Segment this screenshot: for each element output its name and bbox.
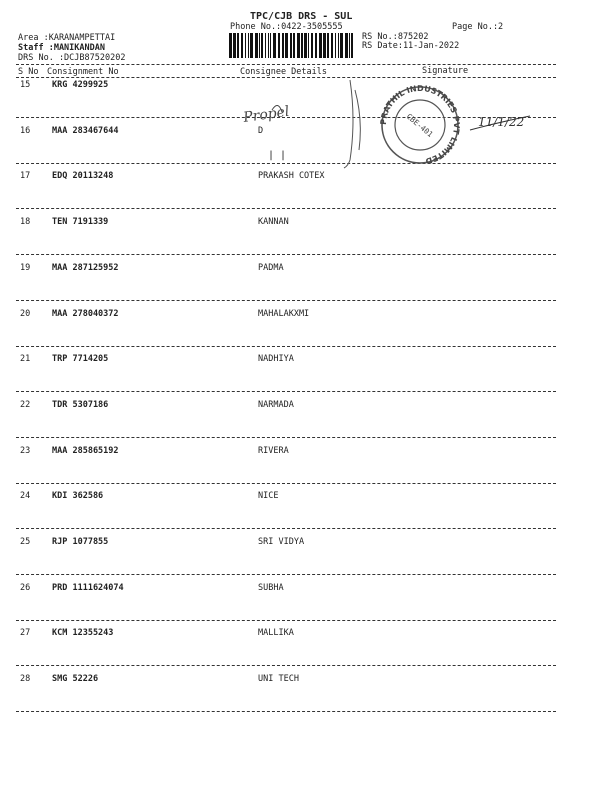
barcode-bar <box>297 33 300 58</box>
row-consignment-number: TDR 5307186 <box>52 400 109 410</box>
barcode-bar <box>290 33 292 58</box>
col-header-consignment: Consignment No <box>47 67 119 77</box>
handwritten-ticks: | | <box>268 150 287 161</box>
row-consignment-number: MAA 283467644 <box>52 126 119 136</box>
row-serial-number: 24 <box>20 491 31 501</box>
barcode-bar <box>323 33 326 58</box>
company-stamp <box>379 84 461 166</box>
signature-stroke <box>344 80 360 168</box>
table-row <box>0 263 600 279</box>
barcode-bar <box>248 33 249 58</box>
barcode-bar <box>338 33 339 58</box>
barcode-bar <box>308 33 309 58</box>
barcode-bar <box>229 33 232 58</box>
row-serial-number: 28 <box>20 674 31 684</box>
barcode-bar <box>345 33 348 58</box>
row-serial-number: 18 <box>20 217 31 227</box>
barcode-bar <box>351 33 353 58</box>
row-consignment-number: KCM 12355243 <box>52 628 114 638</box>
staff-label: Staff :MANIKANDAN <box>18 43 105 53</box>
barcode-bar <box>311 33 313 58</box>
row-consignment-number: RJP 1077855 <box>52 537 109 547</box>
row-consignment-number: TEN 7191339 <box>52 217 109 227</box>
barcode-bar <box>261 33 263 58</box>
row-serial-number: 16 <box>20 126 31 136</box>
row-divider <box>16 300 556 301</box>
barcode-bar <box>250 33 253 58</box>
barcode-bar <box>241 33 243 58</box>
table-row <box>0 628 600 644</box>
row-divider <box>16 437 556 438</box>
row-consignment-number: KDI 362586 <box>52 491 104 501</box>
table-row <box>0 446 600 462</box>
barcode-bar <box>268 33 269 58</box>
table-row <box>0 491 600 507</box>
row-consignee-name: PRAKASH COTEX <box>258 171 325 181</box>
barcode-bar <box>273 33 276 58</box>
row-consignee-name: NADHIYA <box>258 354 294 364</box>
row-divider <box>16 254 556 255</box>
barcode-bar <box>278 33 280 58</box>
col-header-signature: Signature <box>422 66 469 76</box>
rs-number: RS No.:875202 <box>362 32 429 42</box>
row-consignee-name: PADMA <box>258 263 284 273</box>
header-divider <box>16 64 556 65</box>
row-consignment-number: KRG 4299925 <box>52 80 109 90</box>
phone-number: Phone No.:0422-3505555 <box>230 22 343 32</box>
row-consignment-number: TRP 7714205 <box>52 354 109 364</box>
barcode-bar <box>265 33 266 58</box>
row-consignee-name: RIVERA <box>258 446 289 456</box>
barcode-bar <box>245 33 246 58</box>
barcode-bar <box>319 33 322 58</box>
barcode-bar <box>237 33 239 58</box>
barcode-bar <box>331 33 333 58</box>
barcode-bar <box>293 33 295 58</box>
row-consignment-number: MAA 285865192 <box>52 446 119 456</box>
row-serial-number: 23 <box>20 446 31 456</box>
row-serial-number: 17 <box>20 171 31 181</box>
table-row <box>0 217 600 233</box>
barcode-bar <box>233 33 236 58</box>
row-consignment-number: SMG 52226 <box>52 674 99 684</box>
row-consignment-number: MAA 287125952 <box>52 263 119 273</box>
row-consignment-number: PRD 1111624074 <box>52 583 124 593</box>
row-consignee-name: NARMADA <box>258 400 294 410</box>
row-serial-number: 26 <box>20 583 31 593</box>
row-divider <box>16 483 556 484</box>
page-number: Page No.:2 <box>452 22 504 32</box>
table-row <box>0 674 600 690</box>
row-consignee-name: NICE <box>258 491 279 501</box>
barcode-bar <box>301 33 303 58</box>
row-consignee-name: UNI TECH <box>258 674 299 684</box>
barcode-bar <box>259 33 260 58</box>
row-consignee-name: SUBHA <box>258 583 284 593</box>
barcode <box>229 33 355 58</box>
report-title: TPC/CJB DRS - SUL <box>250 11 353 22</box>
col-header-consignee: Consignee Details <box>240 67 327 77</box>
row-serial-number: 20 <box>20 309 31 319</box>
row-consignment-number: EDQ 20113248 <box>52 171 114 181</box>
stamp-company-text: PRATHIL INDUSTRIES PVT LIMITED <box>378 83 462 166</box>
barcode-bar <box>340 33 343 58</box>
table-row <box>0 309 600 325</box>
row-serial-number: 25 <box>20 537 31 547</box>
barcode-bar <box>349 33 350 58</box>
barcode-bar <box>282 33 284 58</box>
row-serial-number: 19 <box>20 263 31 273</box>
barcode-bar <box>255 33 258 58</box>
row-divider <box>16 208 556 209</box>
table-row <box>0 583 600 599</box>
row-divider <box>16 391 556 392</box>
table-row <box>0 537 600 553</box>
row-divider <box>16 528 556 529</box>
row-divider <box>16 574 556 575</box>
barcode-bar <box>270 33 271 58</box>
barcode-bar <box>335 33 336 58</box>
table-row <box>0 171 600 187</box>
row-consignment-number: MAA 278040372 <box>52 309 119 319</box>
table-row <box>0 354 600 370</box>
row-serial-number: 21 <box>20 354 31 364</box>
drs-number: DRS No. :DCJB87520202 <box>18 53 126 63</box>
barcode-bar <box>315 33 317 58</box>
handwritten-date: 11/1/22 <box>478 115 525 129</box>
barcode-bar <box>304 33 307 58</box>
rs-date: RS Date:11-Jan-2022 <box>362 41 460 51</box>
barcode-bar <box>327 33 329 58</box>
row-consignee-name: D <box>258 126 264 136</box>
row-divider <box>16 711 556 712</box>
row-divider <box>16 346 556 347</box>
row-serial-number: 22 <box>20 400 31 410</box>
row-serial-number: 15 <box>20 80 31 90</box>
col-header-sno: S No <box>18 67 39 77</box>
row-consignee-name: MALLIKA <box>258 628 294 638</box>
row-consignee-name: MAHALAKXMI <box>258 309 310 319</box>
row-divider <box>16 620 556 621</box>
row-consignee-name: KANNAN <box>258 217 289 227</box>
area-label: Area :KARANAMPETTAI <box>18 33 116 43</box>
row-divider <box>16 665 556 666</box>
handwritten-signature: Propel <box>242 103 291 126</box>
row-serial-number: 27 <box>20 628 31 638</box>
table-row <box>0 400 600 416</box>
stamp-code: CBE-401 <box>404 111 435 139</box>
row-consignee-name: SRI VIDYA <box>258 537 305 547</box>
barcode-bar <box>285 33 288 58</box>
